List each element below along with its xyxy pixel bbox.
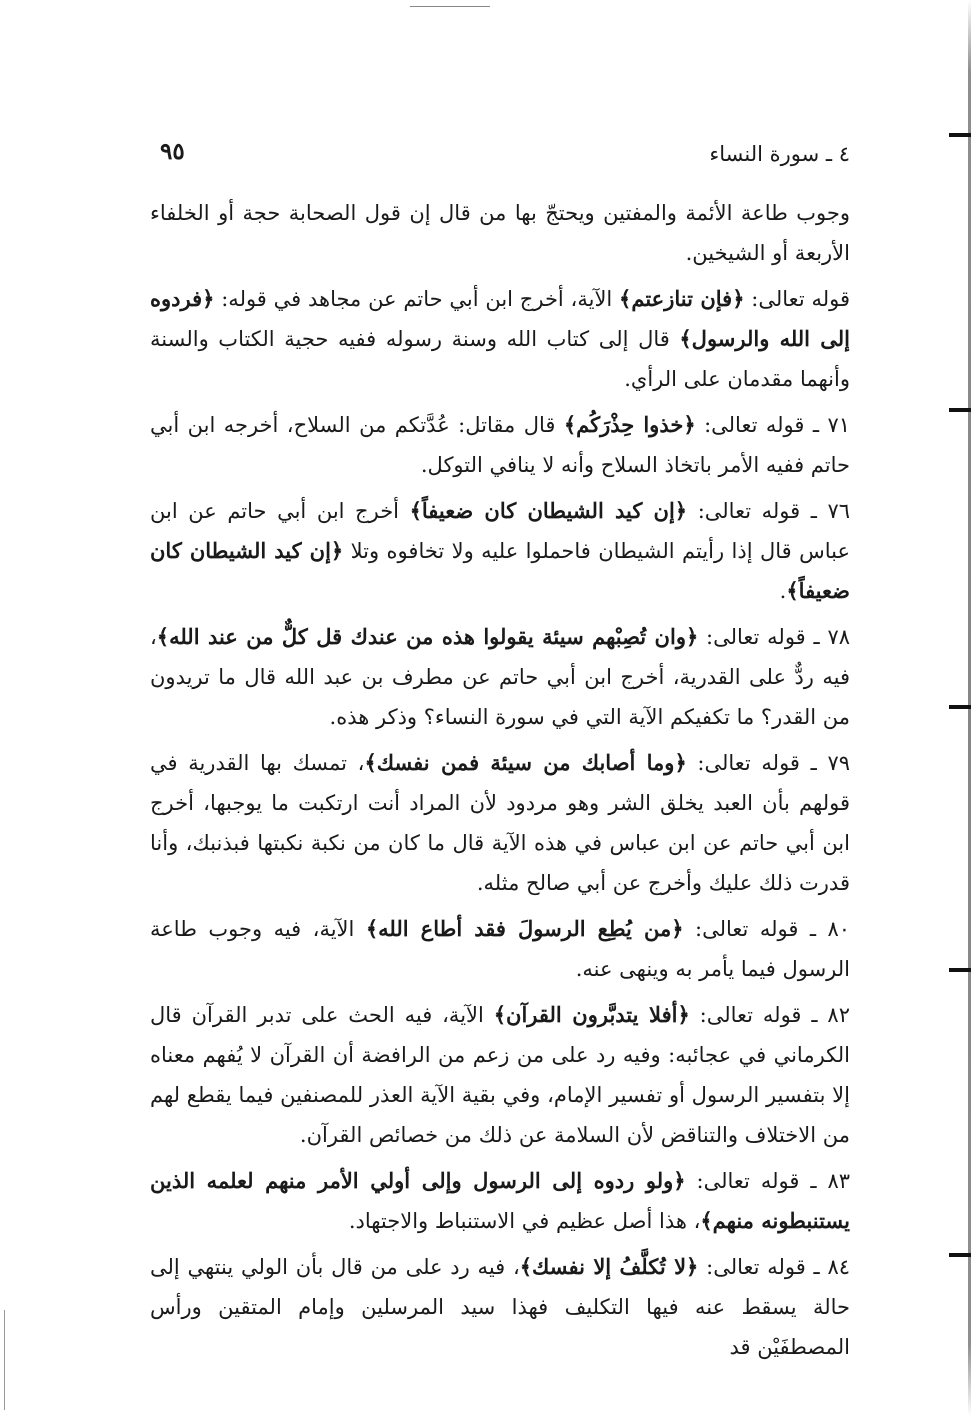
paragraph-text: ٨٤ ـ قوله تعالى: [698,1255,851,1279]
paragraph-text: الآية، فيه وجوب طاعة الرسول فيما يأمر به وينهى عنه. [150,917,850,981]
paragraph-text: ، تمسك بها القدرية في قولهم بأن العبد يخلق الشر وهو مردود لأن المراد أنت ارتكبت ما يوجبها، أخرج ابن أبي حاتم عن ابن عباس في هذه الآية قال ما كان من نكبة نكبتها فبذنبك، وأنا قدرت ذلك عليك وأخرج عن أبي صالح مثله. [150,751,850,895]
paragraph-text: ٧٩ ـ قوله تعالى: [686,751,850,775]
quran-quote: ﴿من يُطِع الرسولَ فقد أطاع الله﴾ [365,916,684,941]
paragraph-text: ، هذا أصل عظيم في الاستنباط والاجتهاد. [348,1209,701,1233]
quran-quote: ﴿إن كيد الشيطان كان ضعيفاً﴾ [150,538,850,603]
quran-quote: ﴿فردوه إلى الله والرسول﴾ [150,286,850,351]
quran-quote: ﴿أفلا يتدبَّرون القرآن﴾ [493,1002,690,1027]
paragraph-text: ، فيه رد على من قال بأن الولي ينتهي إلى حالة يسقط عنه فيها التكليف فهذا سيد المرسلين وإمام المتقين ورأس المصطفَيْن قد [150,1255,850,1359]
paragraph [150,405,850,485]
page-number: ٩٥ [160,138,185,165]
quran-quote: ﴿ولو ردوه إلى الرسول وإلى أولي الأمر منهم لعلمه الذين يستنبطونه منهم﴾ [150,1168,850,1233]
paragraph-text: أخرج ابن أبي حاتم عن ابن عباس قال إذا رأيتم الشيطان فاحملوا عليه ولا تخافوه وتلا [150,499,850,563]
quran-quote: ﴿لا تُكلَّفُ إلا نفسك﴾ [519,1254,699,1279]
paragraph-text: قال إلى كتاب الله وسنة رسوله ففيه حجية الكتاب والسنة وأنهما مقدمان على الرأي. [150,327,850,391]
paragraph-text: ٨٢ ـ قوله تعالى: [689,1003,850,1027]
quran-quote: ﴿إن كيد الشيطان كان ضعيفاً﴾ [409,498,688,523]
paragraph [150,1247,850,1367]
quran-quote: ﴿خذوا حِذْرَكُم﴾ [563,412,696,437]
paragraph-text: ٧١ ـ قوله تعالى: [695,413,851,437]
paragraph-text: ٨٣ ـ قوله تعالى: [685,1169,851,1193]
running-title: ٤ ـ سورة النساء [709,142,850,166]
paragraph-text: قال مقاتل: عُدَّتكم من السلاح، أخرجه ابن أبي حاتم ففيه الأمر باتخاذ السلاح وأنه لا ينافي التوكل. [150,413,850,477]
paragraph-text: الآية، أخرج ابن أبي حاتم عن مجاهد في قوله: [214,287,620,311]
running-head [160,138,850,174]
quran-quote: ﴿وان تُصِبْهم سيئة يقولوا هذه من عندك قل كلٌّ من عند الله﴾ [156,624,699,649]
paragraph-text: قوله تعالى: [744,287,850,311]
paragraph [150,909,850,989]
paragraph [150,193,850,273]
paragraph [150,743,850,903]
paragraph [150,1161,850,1241]
quran-quote: ﴿فإن تنازعتم﴾ [619,286,745,311]
quran-quote: ﴿وما أصابك من سيئة فمن نفسك﴾ [364,750,687,775]
paragraph [150,491,850,611]
paragraph-text: . [779,579,787,603]
paragraph-text: ، فيه ردٌّ على القدرية، أخرج ابن أبي حاتم عن مطرف بن عبد الله قال ما تريدون من القدر؟ ما تكفيكم الآية التي في سورة النساء؟ وذكر هذه. [150,625,850,729]
paragraph [150,279,850,399]
paragraph-text: وجوب طاعة الأئمة والمفتين ويحتجّ بها من قال إن قول الصحابة حجة أو الخلفاء الأربعة أو الشيخين. [150,201,850,265]
paragraph [150,995,850,1155]
paragraph-text: ٧٦ ـ قوله تعالى: [687,499,850,523]
body-text [150,193,850,1373]
paragraph [150,617,850,737]
paragraph-text: ٨٠ ـ قوله تعالى: [683,917,851,941]
paragraph-text: ٧٨ ـ قوله تعالى: [698,625,850,649]
paragraph-text: الآية، فيه الحث على تدبر القرآن قال الكرماني في عجائبه: وفيه رد على من زعم من الرافضة أن القرآن لا يُفهم معناه إلا بتفسير الرسول أو تفسير الإمام، وفي بقية الآية العذر للمصنفين فيما يقطع لهم من الاختلاف والتناقض لأن السلامة عن ذلك من خصائص القرآن. [150,1003,850,1147]
